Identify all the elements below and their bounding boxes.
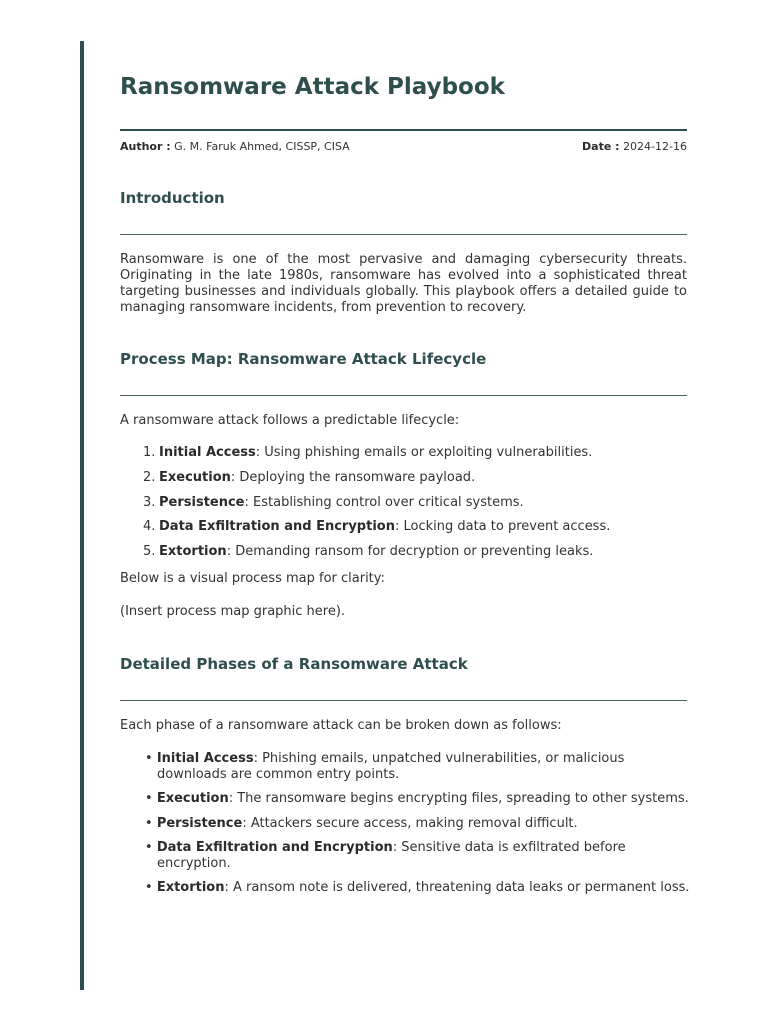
- section-divider: [120, 395, 687, 396]
- bullet-icon: •: [145, 880, 153, 895]
- list-number: 4.: [143, 519, 156, 534]
- meta-row: [120, 140, 687, 153]
- section-heading-detailed-phases: Detailed Phases of a Ransomware Attack: [120, 655, 468, 673]
- list-desc: : Demanding ransom for decryption or preventing leaks.: [226, 544, 594, 559]
- list-item: [145, 791, 717, 807]
- section-divider: [120, 234, 687, 235]
- list-item: [145, 816, 677, 832]
- list-desc: : Locking data to prevent access.: [394, 519, 611, 534]
- author-value: G. M. Faruk Ahmed, CISSP, CISA: [174, 140, 350, 153]
- intro-paragraph: Ransomware is one of the most pervasive and damaging cybersecurity threats. Originating in the late 1980s, ransomware has evolved into a sophisticated threat targeting businesses and individuals globally. This playbook offers a detailed guide to managing ransomware incidents, from prevention to recovery.: [120, 252, 687, 315]
- process-after-text: Below is a visual process map for clarity:: [120, 571, 385, 586]
- section-heading-introduction: Introduction: [120, 189, 225, 207]
- list-item: [145, 751, 677, 783]
- list-term: Data Exfiltration and Encryption: [159, 519, 395, 534]
- process-map-placeholder: (Insert process map graphic here).: [120, 604, 346, 619]
- section-heading-process-map: Process Map: Ransomware Attack Lifecycle: [120, 350, 487, 368]
- list-desc: : Establishing control over critical systems.: [244, 495, 524, 510]
- list-item: [143, 445, 592, 461]
- list-term: Persistence: [159, 495, 245, 510]
- left-accent-bar: [80, 41, 84, 990]
- bullet-icon: •: [145, 840, 153, 855]
- list-term: Extortion: [156, 880, 225, 895]
- list-item: [145, 880, 717, 896]
- list-desc: : Using phishing emails or exploiting vulnerabilities.: [255, 445, 593, 460]
- list-term: Initial Access: [156, 751, 254, 766]
- list-number: 3.: [143, 495, 156, 510]
- section-divider: [120, 700, 687, 701]
- list-desc: : The ransomware begins encrypting files, spreading to other systems.: [228, 791, 689, 806]
- list-term: Initial Access: [159, 445, 256, 460]
- page-title: Ransomware Attack Playbook: [120, 74, 505, 100]
- title-divider: [120, 129, 687, 131]
- list-desc: : Attackers secure access, making removal difficult.: [242, 816, 578, 831]
- date-block: [582, 140, 687, 153]
- bullet-icon: •: [145, 816, 153, 831]
- list-number: 2.: [143, 470, 156, 485]
- list-desc: : Deploying the ransomware payload.: [230, 470, 476, 485]
- phases-lead: Each phase of a ransomware attack can be broken down as follows:: [120, 718, 562, 733]
- list-desc: : Sensitive data is exfiltrated before encryption.: [157, 840, 626, 871]
- list-term: Extortion: [159, 544, 227, 559]
- list-item: [143, 470, 475, 486]
- list-item: [143, 495, 524, 511]
- list-item: [145, 840, 657, 872]
- author-label: Author :: [120, 140, 171, 153]
- list-term: Data Exfiltration and Encryption: [156, 840, 393, 855]
- bullet-icon: •: [145, 751, 153, 766]
- process-lead: A ransomware attack follows a predictable lifecycle:: [120, 413, 460, 428]
- list-item: [143, 519, 610, 535]
- author-block: [120, 140, 350, 153]
- list-desc: : A ransom note is delivered, threatening data leaks or permanent loss.: [224, 880, 690, 895]
- date-value: 2024-12-16: [623, 140, 687, 153]
- list-number: 1.: [143, 445, 156, 460]
- list-term: Execution: [159, 470, 231, 485]
- bullet-icon: •: [145, 791, 153, 806]
- list-term: Persistence: [156, 816, 243, 831]
- list-item: [143, 544, 593, 560]
- list-desc: : Phishing emails, unpatched vulnerabilities, or malicious downloads are common entry points.: [157, 751, 625, 782]
- list-term: Execution: [156, 791, 229, 806]
- date-label: Date :: [582, 140, 620, 153]
- list-number: 5.: [143, 544, 156, 559]
